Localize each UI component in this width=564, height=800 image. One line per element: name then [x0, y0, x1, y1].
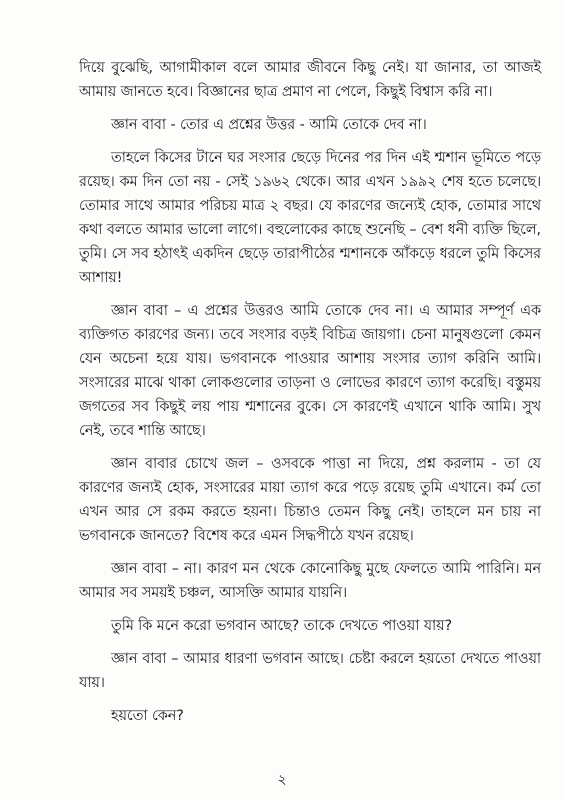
- paragraph-5: জ্ঞান বাবার চোখে জল – ওসবকে পাত্তা না দিয়ে, প্রশ্ন করলাম - তা যে কারণের জন্যই হোক, সংসারের মায়া ত্যাগ করে পড়ে রয়েছ তুমি এখানে। কর্ম তো এখন আর সে রকম করতে হয়না। চিন্তাও তেমন কিছু নেই। তাহলে মন চায় না ভগবানকে জানতে? বিশেষ করে এমন সিদ্ধপীঠে যখন রয়েছ।: [79, 456, 541, 544]
- paragraph-2: জ্ঞান বাবা - তোর এ প্রশ্নের উত্তর - আমি তোকে দেব না।: [111, 117, 427, 133]
- paragraph-3: তাহলে কিসের টানে ঘর সংসার ছেড়ে দিনের পর দিন এই শ্মশান ভূমিতে পড়ে রয়েছ। কম দিন তো নয় - সেই ১৯৬২ থেকে। আর এখন ১৯৯২ শেষ হতে চলেছে। তোমার সাথে আমার পরিচয় মাত্র ২ বছর। যে কারণের জন্যেই হোক, তোমার সাথে কথা বলতে আমার ভালো লাগে। বহুলোকের কাছে শুনেছি – বেশ ধনী ব্যক্তি ছিলে, তুমি। সে সব হঠাৎই একদিন ছেড়ে তারাপীঠের শ্মশানকে আঁকড়ে ধরলে তুমি কিসের আশায়!: [79, 150, 541, 286]
- body-text: [79, 56, 541, 737]
- paragraph-8: জ্ঞান বাবা – আমার ধারণা ভগবান আছে। চেষ্টা করলে হয়তো দেখতে পাওয়া যায়।: [79, 651, 541, 691]
- paragraph-9: হয়তো কেন?: [111, 708, 184, 724]
- paragraph-7: তুমি কি মনে করো ভগবান আছে? তাকে দেখতে পাওয়া যায়?: [111, 618, 453, 634]
- paragraph-1: দিয়ে বুঝেছি, আগামীকাল বলে আমার জীবনে কিছু নেই। যা জানার, তা আজই আমায় জানতে হবে। বিজ্ঞানের ছাত্র প্রমাণ না পেলে, কিছুই বিশ্বাস করি না।: [79, 60, 541, 100]
- paragraph-4: জ্ঞান বাবা – এ প্রশ্নের উত্তরও আমি তোকে দেব না। এ আমার সম্পূর্ণ এক ব্যক্তিগত কারণের জন্য। তবে সংসার বড়ই বিচিত্র জায়গা। চেনা মানুষগুলো কেমন যেন অচেনা হয়ে যায়। ভগবানকে পাওয়ার আশায় সংসার ত্যাগ করিনি আমি। সংসারের মাঝে থাকা লোকগুলোর তাড়না ও লোভের কারণে ত্যাগ করেছি। বস্তুময় জগতের সব কিছুই লয় পায় শ্মশানের বুকে। সে কারণেই এখানে থাকি আমি। সুখ নেই, তবে শান্তি আছে।: [79, 303, 541, 439]
- paragraph-6: জ্ঞান বাবা – না। কারণ মন থেকে কোনোকিছু মুছে ফেলতে আমি পারিনি। মন আমার সব সময়ই চঞ্চল, আসক্তি আমার যায়নি।: [79, 561, 541, 601]
- page-number: ২: [277, 772, 287, 788]
